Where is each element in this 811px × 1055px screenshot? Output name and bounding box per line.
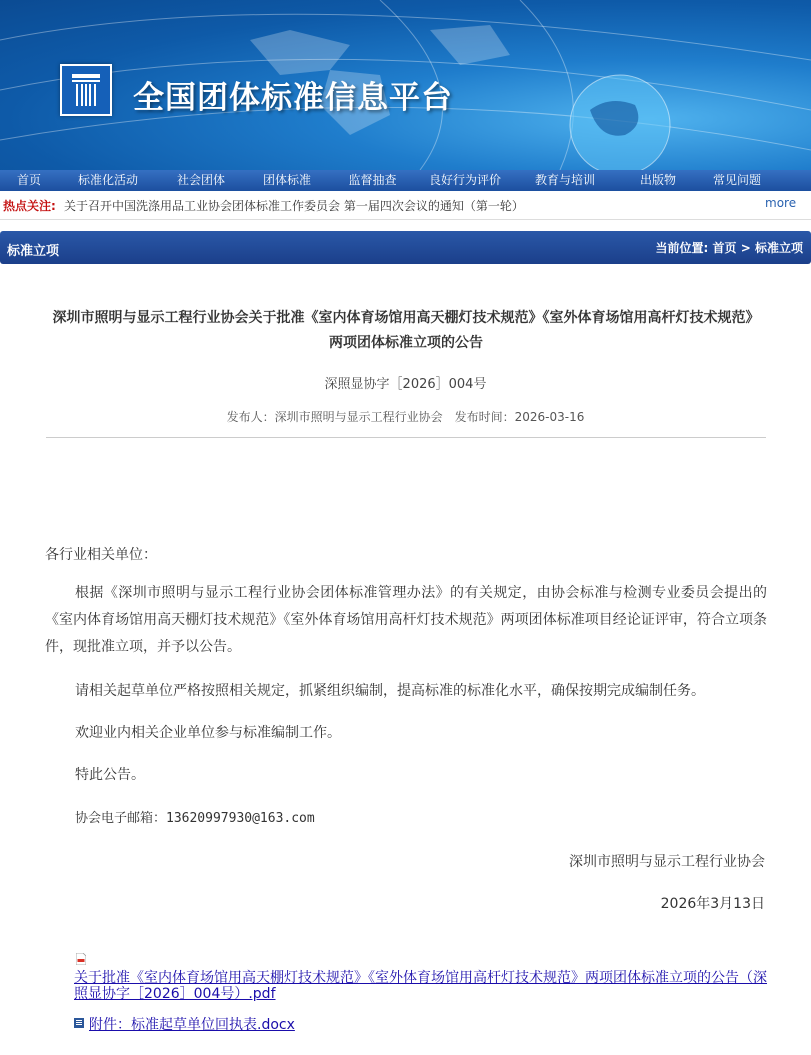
nav-item-training[interactable]: 教育与培训	[534, 173, 595, 187]
paragraph-2: 请相关起草单位严格按照相关规定，抓紧组织编制，提高标准的标准化水平，确保按期完成编制任务。	[75, 683, 705, 699]
nav-item-home[interactable]: 首页	[16, 173, 41, 187]
attachment-pdf-link[interactable]: 关于批准《室内体育场馆用高天棚灯技术规范》《室外体育场馆用高杆灯技术规范》两项团体标准立项的公告（深照显协字［2026］004号）.pdf	[74, 970, 767, 1002]
signature-date: 2026年3月13日	[660, 896, 765, 912]
nav-item-inspection[interactable]: 监督抽查	[348, 173, 397, 187]
site-title: 全国团体标准信息平台	[133, 80, 453, 116]
article-title: 深圳市照明与显示工程行业协会关于批准《室内体育场馆用高天棚灯技术规范》《室外体育场馆用高杆灯技术规范》两项团体标准立项的公告	[52, 310, 760, 351]
breadcrumb-home[interactable]: 首页	[712, 241, 737, 255]
nav-item-faq[interactable]: 常见问题	[712, 173, 761, 187]
word-doc-icon	[74, 1017, 84, 1029]
breadcrumb	[656, 239, 803, 256]
nav-item-organizations[interactable]: 社会团体	[176, 173, 225, 187]
section-header	[0, 231, 811, 264]
divider	[46, 437, 766, 438]
site-logo-icon[interactable]	[60, 64, 112, 116]
paragraph-3: 欢迎业内相关企业单位参与标准编制工作。	[75, 725, 341, 741]
main-nav	[0, 170, 811, 191]
nav-item-activities[interactable]: 标准化活动	[77, 173, 138, 187]
hot-news-link[interactable]: 关于召开中国洗涤用品工业协会团体标准工作委员会 第一届四次会议的通知（第一轮）	[64, 199, 524, 213]
breadcrumb-separator: >	[740, 241, 751, 255]
paragraph-4: 特此公告。	[75, 767, 145, 783]
greeting: 各行业相关单位：	[45, 547, 157, 563]
nav-item-evaluation[interactable]: 良好行为评价	[428, 173, 501, 187]
attachment-docx-link[interactable]: 附件：标准起草单位回执表.docx	[89, 1017, 295, 1033]
breadcrumb-current[interactable]: 标准立项	[754, 241, 803, 255]
pdf-icon	[76, 953, 86, 965]
document-number: 深照显协字［2026］004号	[324, 377, 487, 392]
hot-news-label: 热点关注:	[3, 199, 56, 213]
header-banner	[0, 0, 811, 170]
signature: 深圳市照明与显示工程行业协会	[569, 854, 765, 870]
nav-item-publications[interactable]: 出版物	[639, 173, 676, 187]
more-link[interactable]: more	[765, 196, 797, 210]
hot-news-bar	[0, 191, 811, 220]
paragraph-1: 根据《深圳市照明与显示工程行业协会团体标准管理办法》的有关规定，由协会标准与检测专业委员会提出的《室内体育场馆用高天棚灯技术规范》《室外体育场馆用高杆灯技术规范》两项团体标准项目经论证评审，符合立项条件，现批准立项，并予以公告。	[45, 585, 767, 655]
nav-item-standards[interactable]: 团体标准	[262, 173, 311, 187]
article-meta: 发布人：深圳市照明与显示工程行业协会 发布时间：2026-03-16	[226, 410, 585, 424]
breadcrumb-prefix: 当前位置:	[655, 241, 709, 255]
contact-email: 协会电子邮箱：13620997930@163.com	[75, 811, 315, 826]
section-title: 标准立项	[7, 244, 60, 259]
